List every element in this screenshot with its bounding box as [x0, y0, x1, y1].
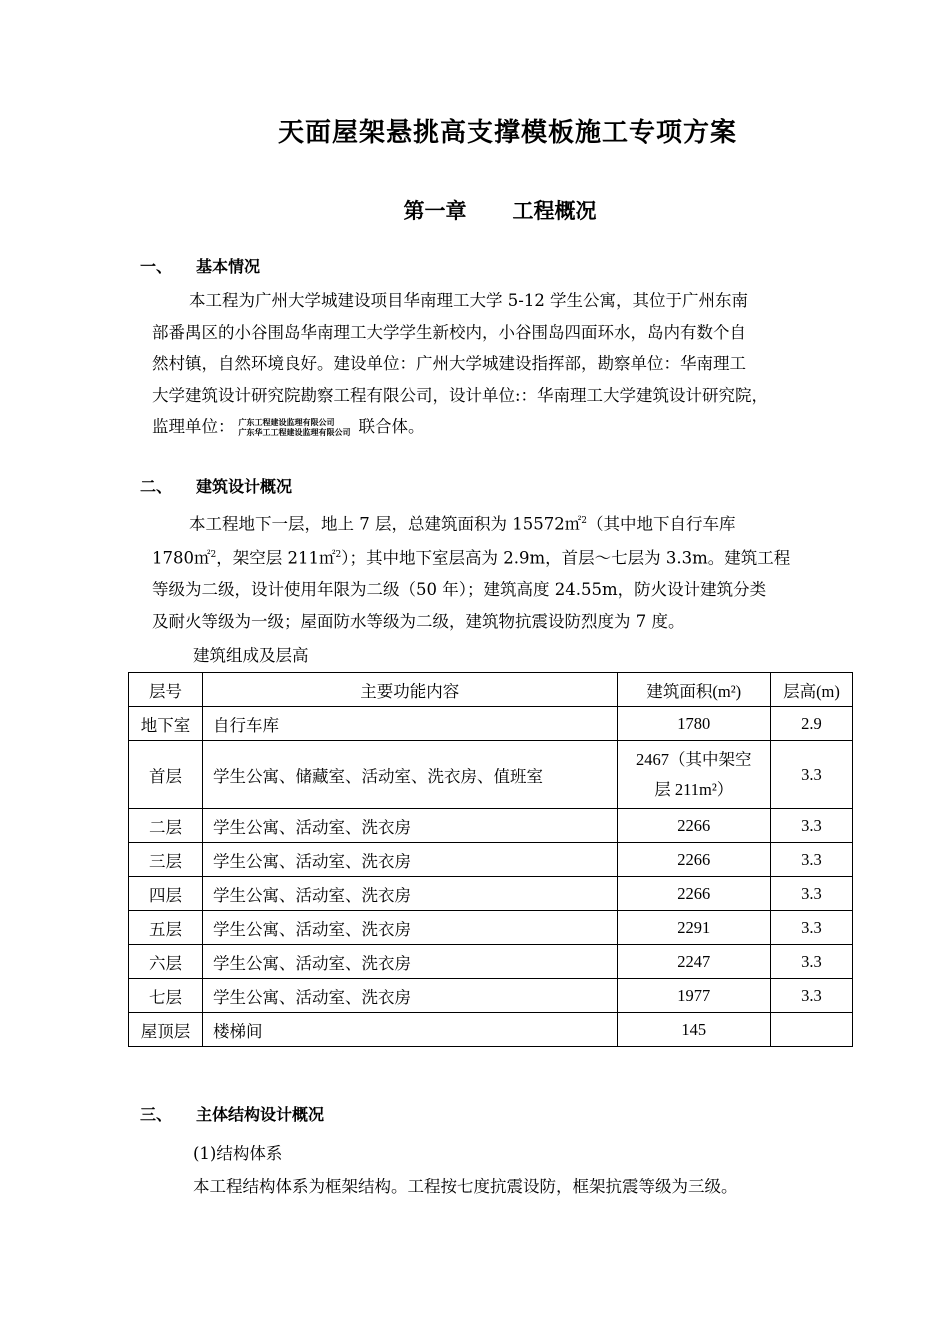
area-cell: 2266 — [617, 877, 770, 911]
floor-cell: 六层 — [129, 945, 203, 979]
function-cell: 学生公寓、活动室、洗衣房 — [203, 809, 618, 843]
floor-cell: 二层 — [129, 809, 203, 843]
section-title: 建筑设计概况 — [196, 477, 293, 496]
area-line: 层 211m²） — [654, 779, 734, 799]
table-header: 层高(m) — [770, 673, 852, 707]
height-cell: 2.9 — [770, 707, 852, 741]
height-cell — [770, 1013, 852, 1047]
supervisor-name-2: 广东华工工程建设监理有限公司 — [238, 427, 351, 437]
document-title: 天面屋架悬挑高支撑模板施工专项方案 — [277, 118, 737, 148]
function-cell: 自行车库 — [203, 707, 618, 741]
paragraph-line: 本工程结构体系为框架结构。工程按七度抗震设防，框架抗震等级为三级。 — [193, 1177, 738, 1196]
floor-cell: 四层 — [129, 877, 203, 911]
section-number: 一、 — [140, 257, 173, 276]
function-cell: 学生公寓、活动室、洗衣房 — [203, 945, 618, 979]
section-title: 基本情况 — [196, 257, 261, 276]
section-heading-3 — [140, 1102, 324, 1125]
paragraph-line: 本工程为广州大学城建设项目华南理工大学 5-12 学生公寓，其位于广州东南 — [189, 291, 749, 310]
chapter-number: 第一章 — [403, 198, 467, 223]
supervisor-label: 监理单位： — [152, 417, 235, 436]
table-header: 主要功能内容 — [203, 673, 618, 707]
floor-cell: 七层 — [129, 979, 203, 1013]
section-heading-2 — [140, 474, 292, 497]
area-cell: 145 — [617, 1013, 770, 1047]
chapter-name: 工程概况 — [512, 198, 597, 223]
height-cell: 3.3 — [770, 877, 852, 911]
section2-paragraph — [152, 506, 852, 637]
floor-cell: 首层 — [129, 741, 203, 809]
paragraph-line: 等级为二级，设计使用年限为二级（50 年）；建筑高度 24.55m，防火设计建筑分类 — [152, 580, 767, 599]
height-cell: 3.3 — [770, 741, 852, 809]
function-cell: 学生公寓、活动室、洗衣房 — [203, 979, 618, 1013]
table-row — [129, 945, 853, 979]
function-cell: 学生公寓、储藏室、活动室、洗衣房、值班室 — [203, 741, 618, 809]
table-row — [129, 911, 853, 945]
paragraph-text: 本工程地下一层，地上 7 层，总建筑面积为 15572㎡ — [189, 514, 582, 534]
superscript: 2 — [210, 550, 217, 560]
table-row — [129, 707, 853, 741]
floor-cell: 五层 — [129, 911, 203, 945]
section1-paragraph — [152, 285, 852, 443]
table-header: 层号 — [129, 673, 203, 707]
paragraph-line: 大学建筑设计研究院勘察工程有限公司，设计单位:：华南理工大学建筑设计研究院， — [152, 385, 769, 405]
paragraph-line: 及耐火等级为一级；屋面防水等级为二级，建筑物抗震设防烈度为 7 度。 — [152, 611, 685, 631]
supervisor-names — [239, 418, 351, 438]
table-caption: 建筑组成及层高 — [193, 646, 309, 665]
height-cell: 3.3 — [770, 979, 852, 1013]
paragraph-text: 1780㎡ — [152, 548, 211, 568]
table-row — [129, 877, 853, 911]
paragraph-text: ）；其中地下室层高为 2.9m，首层～七层为 3.3m。建筑工程 — [341, 548, 791, 568]
table-header: 建筑面积(m²) — [617, 673, 770, 707]
section-heading-1 — [140, 254, 260, 277]
area-line: 2467（其中架空 — [636, 749, 752, 769]
table-header-row — [129, 673, 853, 707]
area-cell: 2266 — [617, 843, 770, 877]
function-cell: 学生公寓、活动室、洗衣房 — [203, 877, 618, 911]
height-cell: 3.3 — [770, 911, 852, 945]
floor-table — [128, 672, 853, 1047]
paragraph-line: 然村镇，自然环境良好。建设单位：广州大学城建设指挥部，勘察单位：华南理工 — [152, 354, 746, 373]
superscript: 2 — [335, 550, 342, 560]
area-cell: 2291 — [617, 911, 770, 945]
chapter-heading — [0, 195, 950, 225]
section-number: 二、 — [140, 477, 173, 496]
table-row — [129, 809, 853, 843]
table-row — [129, 979, 853, 1013]
section-number: 三、 — [140, 1105, 173, 1124]
paragraph-line: 部番禺区的小谷围岛华南理工大学学生新校内，小谷围岛四面环水，岛内有数个自 — [152, 322, 746, 342]
area-cell: 2247 — [617, 945, 770, 979]
function-cell: 楼梯间 — [203, 1013, 618, 1047]
height-cell: 3.3 — [770, 809, 852, 843]
floor-cell: 三层 — [129, 843, 203, 877]
paragraph-text: ，架空层 211㎡ — [216, 548, 336, 568]
subsection-heading: (1)结构体系 — [193, 1144, 283, 1163]
area-cell: 2266 — [617, 809, 770, 843]
area-cell: 1977 — [617, 979, 770, 1013]
section-title: 主体结构设计概况 — [196, 1105, 325, 1124]
height-cell: 3.3 — [770, 843, 852, 877]
table-row — [129, 741, 853, 809]
table-row — [129, 843, 853, 877]
area-cell: 1780 — [617, 707, 770, 741]
table-row — [129, 1013, 853, 1047]
function-cell: 学生公寓、活动室、洗衣房 — [203, 911, 618, 945]
area-cell — [617, 741, 770, 809]
function-cell: 学生公寓、活动室、洗衣房 — [203, 843, 618, 877]
supervisor-suffix: 联合体。 — [358, 417, 425, 436]
superscript: 2 — [581, 516, 587, 526]
floor-cell: 屋顶层 — [129, 1013, 203, 1047]
supervisor-name-1: 广东工程建设监理有限公司 — [238, 417, 335, 427]
height-cell: 3.3 — [770, 945, 852, 979]
paragraph-text: （其中地下自行车库 — [586, 514, 736, 534]
floor-cell: 地下室 — [129, 707, 203, 741]
